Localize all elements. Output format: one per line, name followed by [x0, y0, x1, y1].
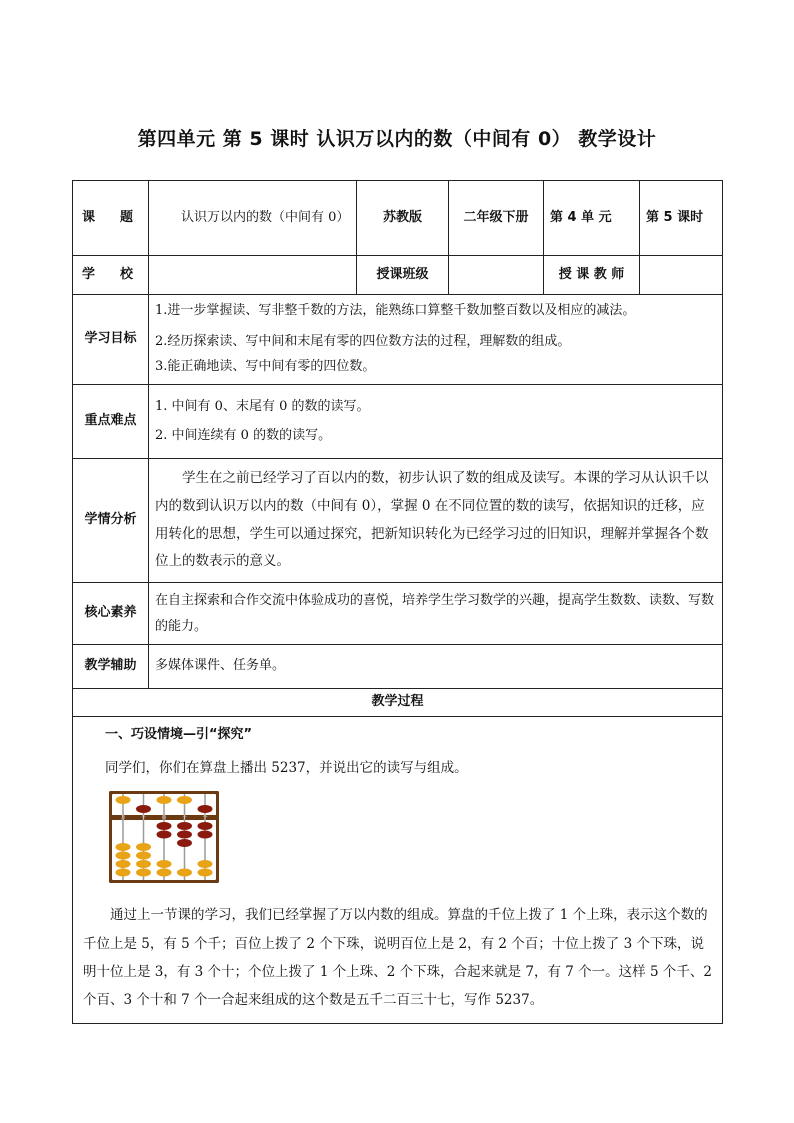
abacus-bead	[136, 805, 151, 813]
key-point-item: 2. 中间连续有 0 的数的读写。	[155, 427, 332, 443]
unit: 第 4 单 元	[544, 181, 640, 256]
abacus-bead	[177, 869, 192, 877]
label-aids: 教学辅助	[73, 645, 149, 689]
abacus-bead	[177, 839, 192, 847]
label-key-points: 重点难点	[73, 385, 149, 459]
abacus-bead	[116, 852, 131, 860]
explanation-text: 通过上一节课的学习，我们已经掌握了万以内数的组成。算盘的千位上拨了 1 个上珠，表示这个数的千位上是 5，有 5 个千；百位上拨了 2 个下珠，说明百位上是 2，有 2 个百；十位上拨了 3 个下珠，说明十位上是 3，有 3 个十；个位上拨了 1 个上珠、2 个下珠，合起来就是 7，有 7 个一。这样 5 个千、2 个百、3 个十和 7 个一合起来组成的这个数是五千二百三十七，写作 5237。	[83, 907, 712, 1009]
abacus-column-label: 个	[202, 815, 208, 822]
abacus-bead	[198, 805, 213, 813]
abacus-bead	[177, 822, 192, 830]
objective-item: 3.能正确地读、写中间有零的四位数。	[155, 358, 376, 374]
label-objectives: 学习目标	[73, 295, 149, 385]
row-process	[73, 717, 723, 1024]
key-point-item: 1. 中间有 0、末尾有 0 的数的读写。	[155, 398, 370, 414]
label-teacher: 授 课 教 师	[544, 256, 640, 295]
row-objectives	[73, 295, 723, 385]
abacus-bead	[136, 843, 151, 851]
abacus-bead	[116, 860, 131, 868]
abacus-bead	[136, 869, 151, 877]
teacher-value	[640, 256, 723, 295]
abacus-bead	[198, 869, 213, 877]
abacus-bead	[198, 860, 213, 868]
abacus-bead	[157, 822, 172, 830]
lesson-number: 第 5 课时	[640, 181, 723, 256]
abacus-bead	[116, 796, 131, 804]
publisher: 苏教版	[357, 181, 449, 256]
grade: 二年级下册	[449, 181, 544, 256]
abacus-column-label: 万	[120, 815, 126, 822]
class-value	[449, 256, 544, 295]
analysis-text: 学生在之前已经学习了百以内的数，初步认识了数的组成及读写。本课的学习从认识千以内的数到认识万以内的数（中间有 0），掌握 0 在不同位置的数的读写，依据知识的迁移，应用转化的思想，学生可以通过探究，把新知识转化为已经学习过的旧知识，理解并掌握各个数位上的数表示的意义。	[155, 470, 709, 570]
abacus-icon	[109, 791, 219, 883]
label-school: 学 校	[73, 256, 149, 295]
topic-value: 认识万以内的数（中间有 0）	[149, 181, 357, 256]
objectives-content	[149, 295, 723, 385]
row-aids	[73, 645, 723, 689]
label-class: 授课班级	[357, 256, 449, 295]
process-header: 教学过程	[73, 689, 723, 717]
row-process-header	[73, 689, 723, 717]
abacus-bead	[116, 869, 131, 877]
row-topic	[73, 181, 723, 256]
school-value	[149, 256, 357, 295]
process-content	[73, 717, 723, 1024]
label-analysis: 学情分析	[73, 459, 149, 583]
abacus-bead	[157, 860, 172, 868]
objective-item: 1.进一步掌握读、写非整千数的方法，能熟练口算整千数加整百数以及相应的减法。	[155, 303, 636, 319]
key-points-content	[149, 385, 723, 459]
abacus-column-label: 十	[181, 815, 188, 822]
row-core	[73, 583, 723, 645]
abacus-bead	[157, 869, 172, 877]
abacus-bead	[177, 796, 192, 804]
section-title: 一、巧设情境—引“探究”	[105, 727, 253, 742]
abacus-bead	[136, 852, 151, 860]
abacus-column-label: 千	[140, 815, 147, 822]
objective-item: 2.经历探索读、写中间和末尾有零的四位数方法的过程，理解数的组成。	[155, 334, 571, 350]
row-key-points	[73, 385, 723, 459]
abacus-bead	[157, 796, 172, 804]
abacus-bead	[177, 831, 192, 839]
abacus-column-label: 百	[161, 815, 167, 822]
label-core: 核心素养	[73, 583, 149, 645]
row-analysis	[73, 459, 723, 583]
page-title: 第四单元 第 5 课时 认识万以内的数（中间有 0） 教学设计	[137, 128, 657, 150]
abacus-bead	[136, 860, 151, 868]
row-school	[73, 256, 723, 295]
core-text: 在自主探索和合作交流中体验成功的喜悦，培养学生学习数学的兴趣，提高学生数数、读数、写数的能力。	[149, 583, 723, 645]
analysis-content	[149, 459, 723, 583]
intro-text: 同学们，你们在算盘上播出 5237，并说出它的读写与组成。	[105, 759, 468, 776]
abacus-bead	[198, 831, 213, 839]
abacus-image	[109, 791, 219, 883]
abacus-bead	[116, 843, 131, 851]
aids-text: 多媒体课件、任务单。	[149, 645, 723, 689]
abacus-bead	[198, 822, 213, 830]
label-topic: 课 题	[73, 181, 149, 256]
lesson-plan-table	[72, 180, 723, 1024]
abacus-bead	[157, 831, 172, 839]
